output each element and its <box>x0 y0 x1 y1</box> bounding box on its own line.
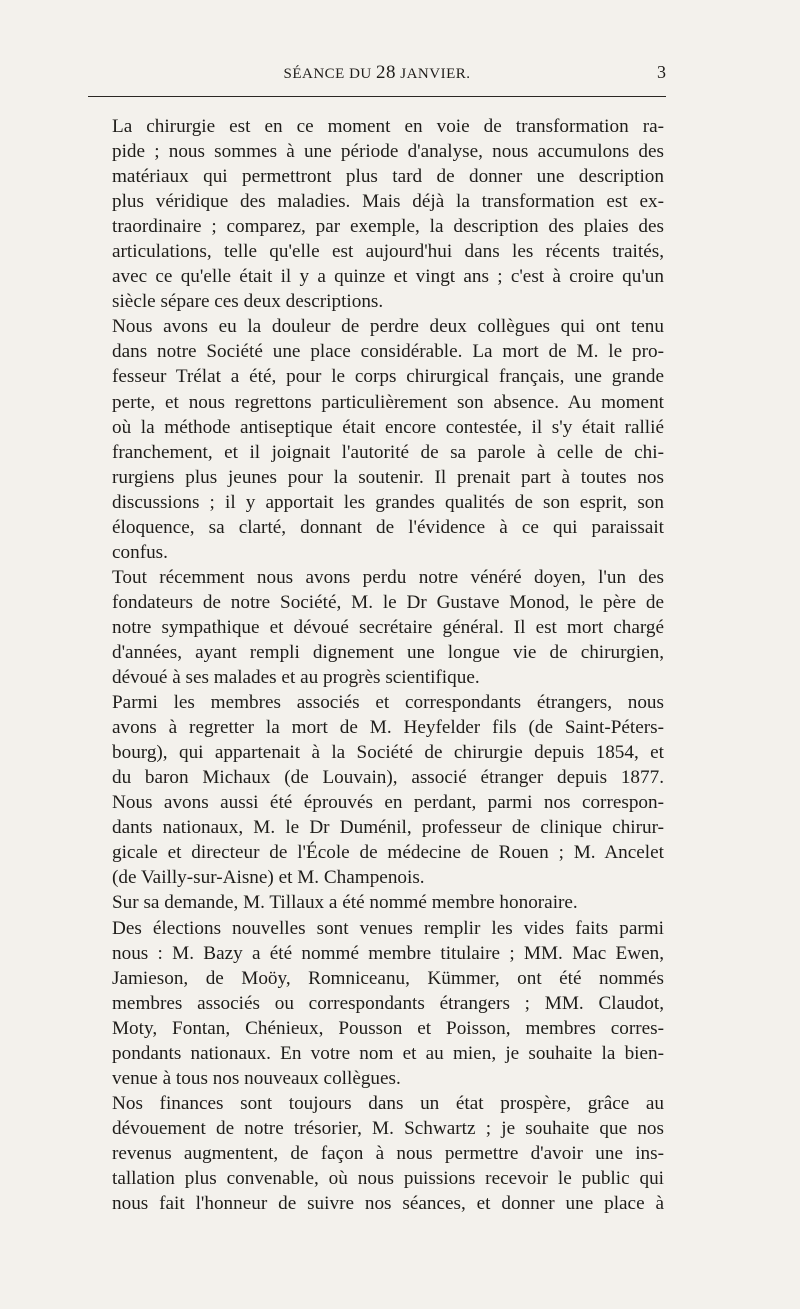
text-line: Nos finances sont toujours dans un état prospère, grâce au <box>112 1092 664 1114</box>
paragraph <box>90 314 664 564</box>
text-line: pide ; nous sommes à une période d'analyse, nous accumulons des <box>112 141 664 163</box>
text-line: dévouement de notre trésorier, M. Schwartz ; je souhaite que nos <box>112 1117 664 1139</box>
text-line: dants nationaux, M. le Dr Duménil, professeur de clinique chirur- <box>112 817 664 839</box>
text-line: plus véridique des maladies. Mais déjà la transformation est ex- <box>112 191 664 213</box>
page-header <box>90 62 664 88</box>
running-title-text: SÉANCE DU <box>283 66 372 82</box>
text-line: franchement, et il joignait l'autorité de sa parole à celle de chi- <box>112 441 664 463</box>
text-line: notre sympathique et dévoué secrétaire général. Il est mort chargé <box>112 616 664 638</box>
text-line: Nous avons aussi été éprouvés en perdant, parmi nos correspon- <box>112 792 664 814</box>
text-line: fesseur Trélat a été, pour le corps chirurgical français, une grande <box>112 366 664 388</box>
text-line: Parmi les membres associés et correspondants étrangers, nous <box>112 692 664 714</box>
text-line: nous : M. Bazy a été nommé membre titulaire ; MM. Mac Ewen, <box>112 942 664 964</box>
text-line: dévoué à ses malades et au progrès scientifique. <box>112 667 480 689</box>
paragraph <box>90 565 664 690</box>
text-line: avec ce qu'elle était il y a quinze et vingt ans ; c'est à croire qu'un <box>112 266 664 288</box>
text-line: (de Vailly-sur-Aisne) et M. Champenois. <box>112 867 425 889</box>
running-title-date: 28 <box>376 62 396 83</box>
text-line: dans notre Société une place considérable. La mort de M. le pro- <box>112 341 664 363</box>
text-line: Jamieson, de Moöy, Romniceanu, Kümmer, ont été nommés <box>112 967 664 989</box>
text-line: gicale et directeur de l'École de médecine de Rouen ; M. Ancelet <box>112 842 664 864</box>
text-line: éloquence, sa clarté, donnant de l'évidence à ce qui paraissait <box>112 516 664 538</box>
text-line: Des élections nouvelles sont venues remplir les vides faits parmi <box>112 917 664 939</box>
text-line: tallation plus convenable, où nous puissions recevoir le public qui <box>112 1167 664 1189</box>
text-line: du baron Michaux (de Louvain), associé étranger depuis 1877. <box>112 767 664 789</box>
text-line: perte, et nous regrettons particulièrement son absence. Au moment <box>112 391 664 413</box>
running-title <box>90 62 664 84</box>
text-line: membres associés ou correspondants étrangers ; MM. Claudot, <box>112 992 664 1014</box>
text-line: matériaux qui permettront plus tard de donner une description <box>112 166 664 188</box>
page-number: 3 <box>657 62 666 82</box>
running-title-month: JANVIER. <box>400 66 471 82</box>
paragraph <box>90 890 664 915</box>
text-line: pondants nationaux. En votre nom et au mien, je souhaite la bien- <box>112 1042 664 1064</box>
header-rule <box>88 96 666 97</box>
paragraph <box>90 114 664 314</box>
text-line: bourg), qui appartenait à la Société de chirurgie depuis 1854, et <box>112 742 664 764</box>
text-line: où la méthode antiseptique était encore contestée, il s'y était rallié <box>112 416 664 438</box>
text-line: avons à regretter la mort de M. Heyfelder fils (de Saint-Péters- <box>112 717 664 739</box>
text-line: fondateurs de notre Société, M. le Dr Gustave Monod, le père de <box>112 591 664 613</box>
text-line: discussions ; il y apportait les grandes qualités de son esprit, son <box>112 491 664 513</box>
text-line: confus. <box>112 541 168 563</box>
text-line: Tout récemment nous avons perdu notre vénéré doyen, l'un des <box>112 566 664 588</box>
text-line: Sur sa demande, M. Tillaux a été nommé membre honoraire. <box>112 892 578 914</box>
paragraph <box>90 1091 664 1216</box>
text-line: articulations, telle qu'elle est aujourd'hui dans les récents traités, <box>112 241 664 263</box>
paragraph <box>90 690 664 890</box>
text-line: nous fait l'honneur de suivre nos séances, et donner une place à <box>112 1193 664 1215</box>
text-line: Nous avons eu la douleur de perdre deux collègues qui ont tenu <box>112 316 664 338</box>
body-text <box>90 114 664 1216</box>
paragraph <box>90 916 664 1091</box>
text-line: d'années, ayant rempli dignement une longue vie de chirurgien, <box>112 641 664 663</box>
text-line: venue à tous nos nouveaux collègues. <box>112 1067 401 1089</box>
text-line: rurgiens plus jeunes pour la soutenir. Il prenait part à toutes nos <box>112 466 664 488</box>
text-line: Moty, Fontan, Chénieux, Pousson et Poisson, membres corres- <box>112 1017 664 1039</box>
text-line: siècle sépare ces deux descriptions. <box>112 291 384 313</box>
text-line: La chirurgie est en ce moment en voie de transformation ra- <box>112 116 664 137</box>
text-line: traordinaire ; comparez, par exemple, la description des plaies des <box>112 216 664 238</box>
text-line: revenus augmentent, de façon à nous permettre d'avoir une ins- <box>112 1142 664 1164</box>
